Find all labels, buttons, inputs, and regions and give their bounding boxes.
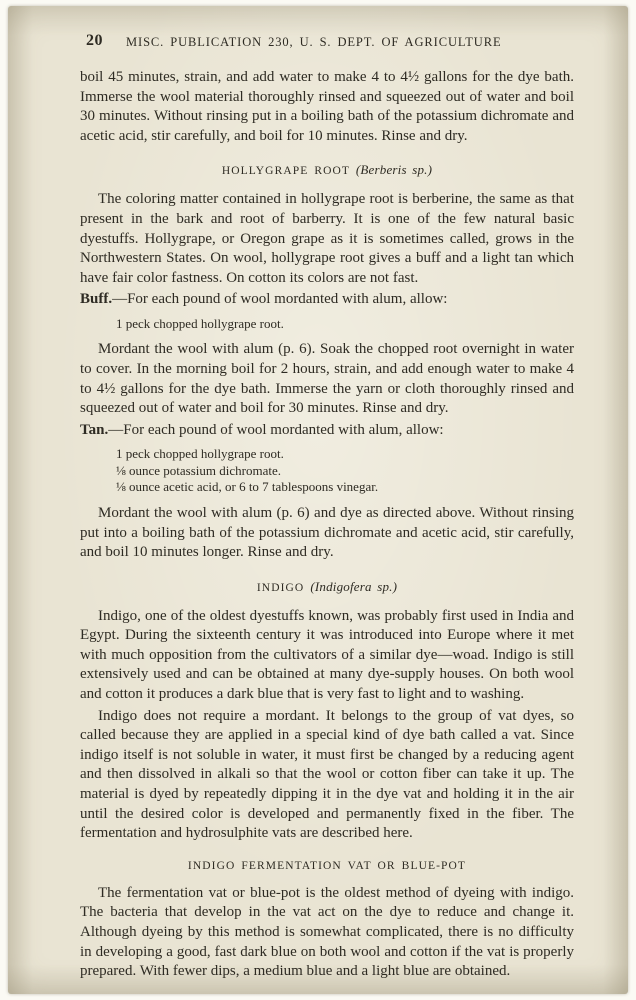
section-heading-fermentation-vat bbox=[80, 860, 574, 872]
paragraph-continuation: boil 45 minutes, strain, and add water to make 4 to 4½ gallons for the dye bath. Immerse the wool material thoroughly rinsed and squeezed out of water and boil 30 minutes. Without rinsing put in a boiling bath of the potassium dichromate and acetic acid, stir carefully, and boil for 10 minutes. Rinse and dry. bbox=[80, 69, 574, 144]
heading-text: INDIGO bbox=[256, 581, 305, 594]
recipe-item: ⅛ ounce potassium dichromate. bbox=[116, 462, 281, 478]
publication-title: MISC. PUBLICATION 230, U. S. DEPT. OF AGRICULTURE bbox=[126, 35, 502, 49]
section-heading-hollygrape-root bbox=[80, 162, 574, 178]
page-number: 20 bbox=[86, 32, 103, 49]
heading-text: HOLLYGRAPE ROOT bbox=[221, 165, 350, 178]
recipe-item: ⅛ ounce acetic acid, or 6 to 7 tablespoons vinegar. bbox=[116, 479, 379, 495]
buff-label: Buff. bbox=[80, 291, 113, 308]
paragraph-hollygrape-intro: The coloring matter contained in hollygrape root is berberine, the same as that present in the bark and root of barberry. It is one of the few natural basic dyestuffs. Hollygrape, or Oregon grape as it is sometimes called, grows in the Northwestern States. On wool, hollygrape root gives a buff and a light tan which have fair color fastness. On cotton its colors are not fast. bbox=[80, 191, 574, 286]
section-heading-indigo bbox=[80, 579, 574, 595]
recipe-item: 1 peck chopped hollygrape root. bbox=[116, 315, 284, 331]
heading-text: INDIGO FERMENTATION VAT OR BLUE-POT bbox=[187, 859, 467, 872]
paragraph-fermentation-vat: The fermentation vat or blue-pot is the oldest method of dyeing with indigo. The bacteria that develop in the vat act on the dye to reduce and change it. Although dyeing by this method is somewhat complicated, there is no difficulty in developing a good, fast dark blue on both wool and cotton if the vat is properly prepared. With fewer dips, a medium blue and a light blue are obtained. bbox=[80, 884, 574, 980]
paragraph-buff-lead bbox=[80, 290, 574, 310]
tan-text: —For each pound of wool mordanted with alum, allow: bbox=[108, 421, 444, 438]
paragraph-indigo-history: Indigo, one of the oldest dyestuffs known, was probably first used in India and Egypt. During the sixteenth century it was introduced into Europe where it met with much opposition from the cultivators of a similar dye—woad. Indigo is still extensively used and can be obtained at many dye-supply houses. On both wool and cotton it produces a dark blue that is very fast to light and to washing. bbox=[80, 607, 574, 703]
tan-recipe-list bbox=[80, 446, 574, 496]
buff-text: —For each pound of wool mordanted with alum, allow: bbox=[112, 291, 448, 308]
running-head bbox=[80, 32, 574, 54]
paragraph-buff-directions: Mordant the wool with alum (p. 6). Soak the chopped root overnight in water to cover. In the morning boil for 2 hours, strain, and add enough water to make 4 to 4½ gallons for the dye bath. Immerse the yarn or cloth thoroughly rinsed and squeezed out of water and boil for 30 minutes. Rinse and dry. bbox=[80, 341, 574, 417]
recipe-item: 1 peck chopped hollygrape root. bbox=[116, 446, 284, 462]
buff-recipe-list bbox=[80, 316, 574, 333]
tan-label: Tan. bbox=[80, 421, 109, 438]
paragraph-indigo-vat-dyes: Indigo does not require a mordant. It belongs to the group of vat dyes, so called because they are applied in a special kind of dye bath called a vat. Since indigo itself is not soluble in water, it must first be changed by a reducing agent and then dissolved in alkali so that the wool or cotton fiber can take it up. The material is dyed by repeatedly dipping it in the dye vat and holding it in the air until the desired color is developed and permanently fixed in the fiber. The fermentation and hydrosulphite vats are described here. bbox=[80, 707, 574, 842]
document-page bbox=[8, 6, 628, 994]
heading-species-name: (Indigofera sp.) bbox=[310, 578, 398, 594]
paragraph-tan-lead bbox=[80, 421, 574, 441]
paragraph-tan-directions: Mordant the wool with alum (p. 6) and dye as directed above. Without rinsing put into a boiling bath of the potassium dichromate and acetic acid, stir carefully, and boil 10 minutes longer. Rinse and dry. bbox=[80, 504, 574, 561]
heading-species-name: (Berberis sp.) bbox=[355, 162, 433, 178]
